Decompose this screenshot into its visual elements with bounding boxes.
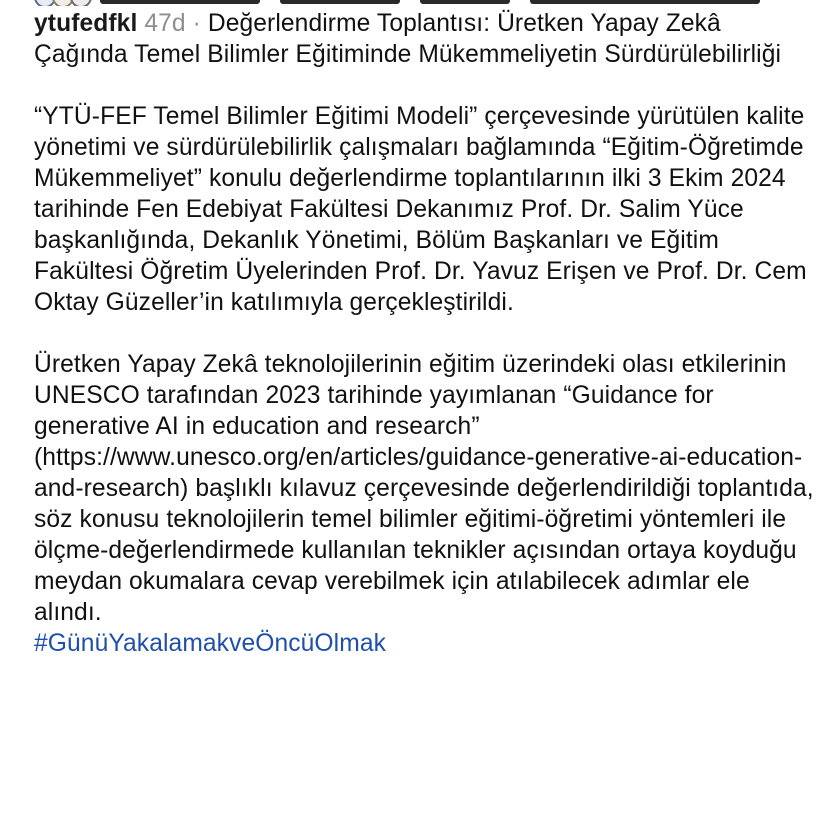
username-link[interactable]: ytufedfkl xyxy=(34,10,138,37)
previous-comment-fragment xyxy=(0,0,828,6)
clipped-text xyxy=(100,0,260,4)
clipped-text xyxy=(530,0,760,4)
clipped-text xyxy=(420,0,510,4)
caption-paragraph-2: Üretken Yapay Zekâ teknolojilerinin eğitim üzerindeki olası etkilerinin UNESCO tarafından 2023 tarihinde yayımlanan “Guidance for generative AI in education and research” (https://www.unesco.org/en/articles/guidance-generative-ai-education-and-research) başlıklı kılavuz çerçevesinde değerlendirildiği toplantıda, söz konusu teknolojilerin temel bilimler eğitimi-öğretimi yöntemleri ile ölçme-değerlendirmede kullanılan teknikler açısından ortaya koyduğu meydan okumalara cevap verebilmek için atılabilecek adımlar ele alındı. xyxy=(34,351,814,626)
hashtag-link[interactable]: #GünüYakalamakveÖncüOlmak xyxy=(34,630,386,657)
caption-header xyxy=(34,8,814,70)
caption-paragraph-1: “YTÜ-FEF Temel Bilimler Eğitimi Modeli” çerçevesinde yürütülen kalite yönetimi ve sürdürülebilirlik çalışmaları bağlamında “Eğitim-Öğretimde Mükemmeliyet” konulu değerlendirme toplantılarının ilki 3 Ekim 2024 tarihinde Fen Edebiyat Fakültesi Dekanımız Prof. Dr. Salim Yüce başkanlığında, Dekanlık Yönetimi, Bölüm Başkanları ve Eğitim Fakültesi Öğretim Üyelerinden Prof. Dr. Yavuz Erişen ve Prof. Dr. Cem Oktay Güzeller’in katılımıyla gerçekleştirildi. xyxy=(34,103,807,316)
clipped-text xyxy=(280,0,400,4)
time-ago[interactable]: 47d xyxy=(144,10,186,37)
post-caption xyxy=(34,8,814,659)
separator: · xyxy=(192,10,201,37)
liker-avatar xyxy=(70,0,92,6)
post-title: Değerlendirme Toplantısı: Üretken Yapay Zekâ Çağında Temel Bilimler Eğitiminde Mükemmeliyetin Sürdürülebilirliği xyxy=(34,10,782,68)
